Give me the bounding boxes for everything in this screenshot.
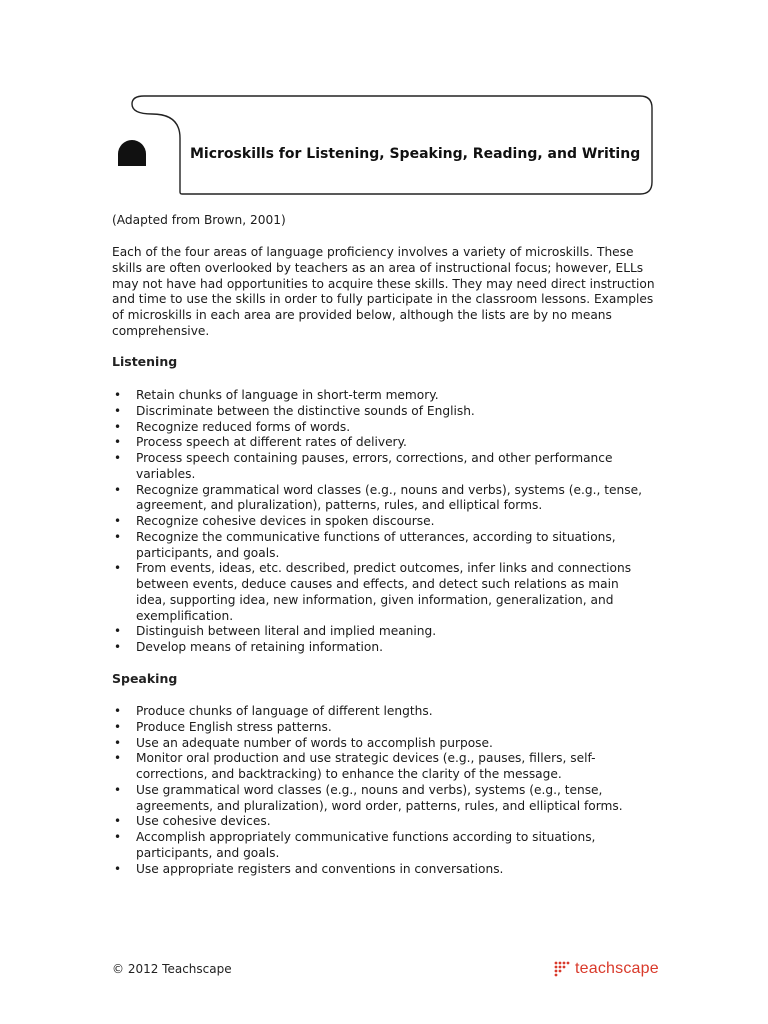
list-item: • Use appropriate registers and conventions in conversations.	[112, 862, 652, 878]
list-item: • Discriminate between the distinctive sounds of English.	[112, 404, 652, 420]
page-title: Microskills for Listening, Speaking, Reading, and Writing	[190, 146, 641, 162]
list-item: • From events, ideas, etc. described, predict outcomes, infer links and connections between events, deduce causes and effects, and detect such relations as main idea, supporting idea, new information, given information, generalization, and exemplification.	[112, 561, 652, 624]
speaking-list	[112, 704, 652, 877]
list-item: • Produce English stress patterns.	[112, 720, 652, 736]
list-item: • Recognize the communicative functions of utterances, according to situations, participants, and goals.	[112, 530, 652, 562]
list-item: • Process speech containing pauses, errors, corrections, and other performance variables.	[112, 451, 652, 483]
copyright: © 2012 Teachscape	[112, 962, 232, 976]
list-item: • Recognize reduced forms of words.	[112, 420, 652, 436]
source-note: (Adapted from Brown, 2001)	[112, 213, 286, 227]
list-item: • Use grammatical word classes (e.g., nouns and verbs), systems (e.g., tense, agreements, and pluralization), word order, patterns, rules, and elliptical forms.	[112, 783, 652, 815]
list-item: • Retain chunks of language in short-term memory.	[112, 388, 652, 404]
intro-paragraph: Each of the four areas of language proficiency involves a variety of microskills. These skills are often overlooked by teachers as an area of instructional focus; however, ELLs may not have had opportunities to acquire these skills. They may need direct instruction and time to use the skills in order to fully participate in the classroom lessons. Examples of microskills in each area are provided below, although the lists are by no means comprehensive.	[112, 245, 655, 338]
listening-list	[112, 388, 652, 656]
list-item: • Use cohesive devices.	[112, 814, 652, 830]
list-item: • Distinguish between literal and implied meaning.	[112, 624, 652, 640]
list-item: • Process speech at different rates of delivery.	[112, 435, 652, 451]
listening-heading: Listening	[112, 354, 178, 369]
speaking-heading: Speaking	[112, 671, 178, 686]
dot-grid-icon	[554, 961, 570, 977]
list-item: • Recognize grammatical word classes (e.g., nouns and verbs), systems (e.g., tense, agreement, and pluralization), patterns, rules, and elliptical forms.	[112, 483, 652, 515]
list-item: • Produce chunks of language of different lengths.	[112, 704, 652, 720]
list-item: • Recognize cohesive devices in spoken discourse.	[112, 514, 652, 530]
list-item: • Use an adequate number of words to accomplish purpose.	[112, 736, 652, 752]
logo-wordmark: teachscape	[575, 960, 659, 977]
list-item: • Monitor oral production and use strategic devices (e.g., pauses, fillers, self-corrections, and backtracking) to enhance the clarity of the message.	[112, 751, 652, 783]
list-item: • Accomplish appropriately communicative functions according to situations, participants, and goals.	[112, 830, 652, 862]
list-item: • Develop means of retaining information.	[112, 640, 652, 656]
teachscape-logo	[554, 958, 659, 980]
